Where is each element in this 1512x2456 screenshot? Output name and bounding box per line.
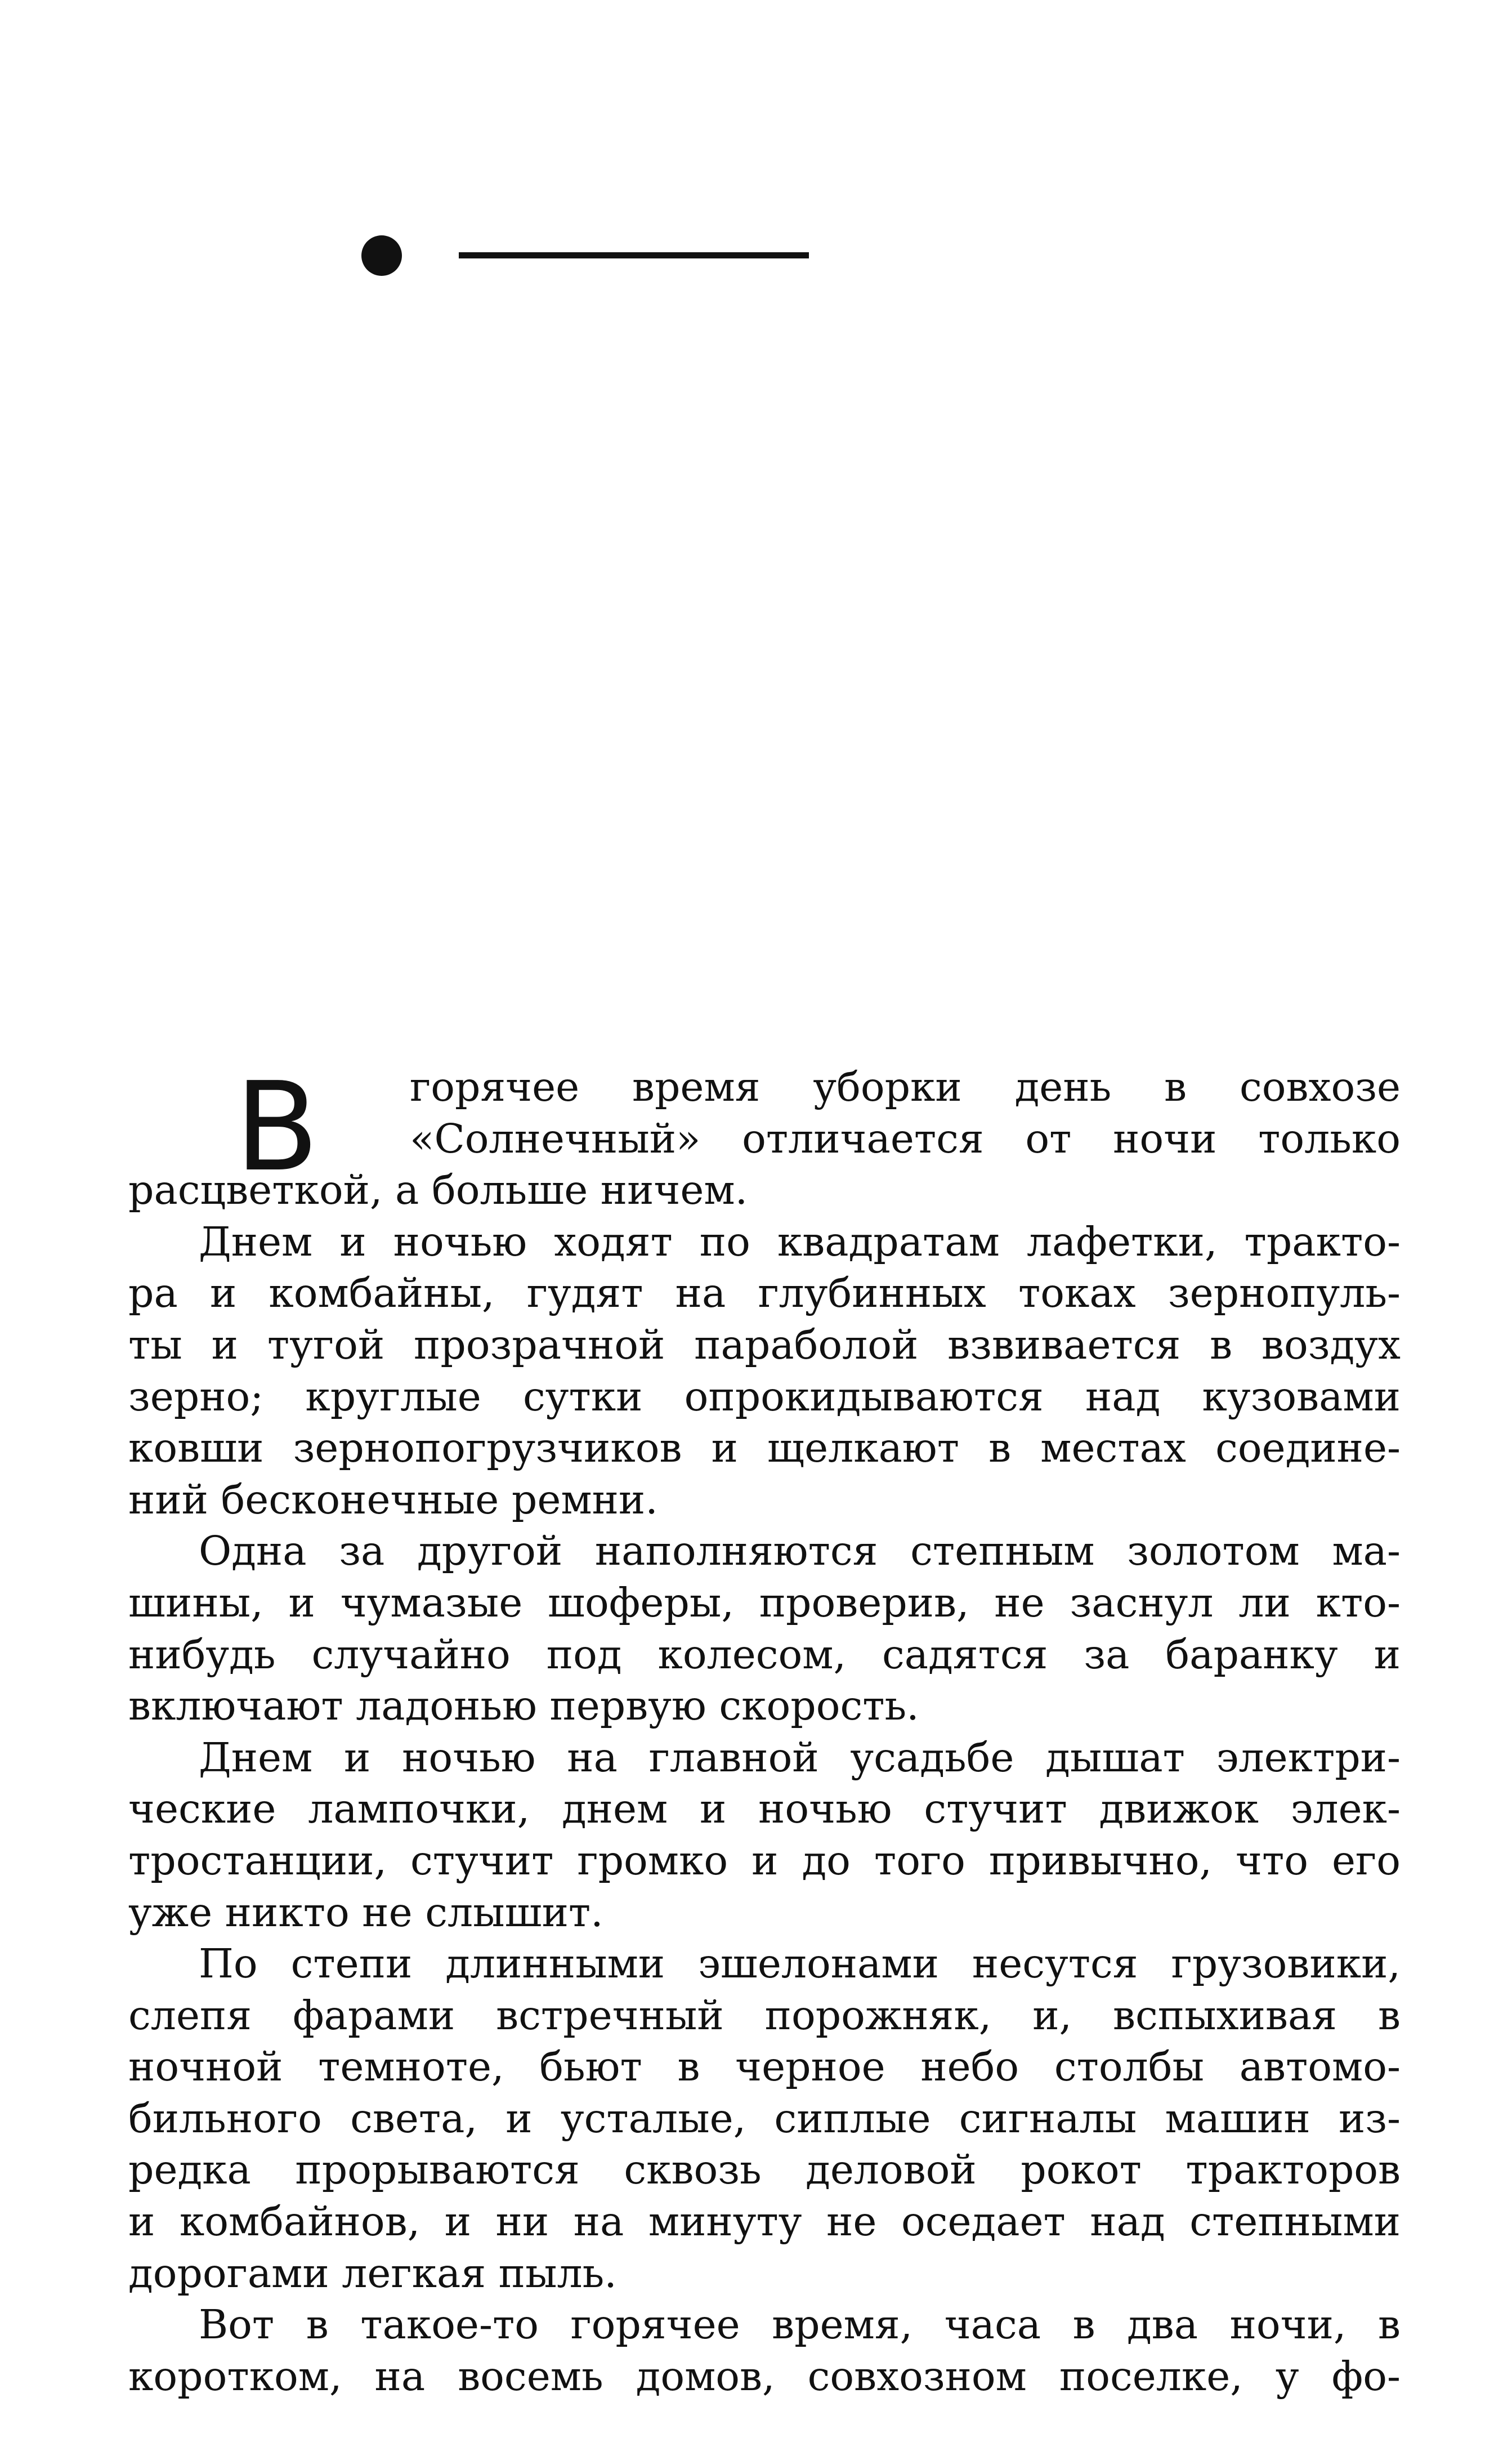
ornament-rule: [459, 252, 809, 258]
text-line: слепя фарами встречный порожняк, и, вспыхивая в: [128, 1991, 1401, 2039]
text-line: ты и тугой прозрачной параболой взвивается в воздух: [128, 1321, 1401, 1368]
text-line: тростанции, стучит громко и до того привычно, что его: [128, 1837, 1401, 1884]
text-line: нибудь случайно под колесом, садятся за баранку и: [128, 1631, 1401, 1678]
text-line: уже никто не слышит.: [128, 1888, 603, 1936]
text-line: ра и комбайны, гудят на глубинных токах зернопуль-: [128, 1270, 1401, 1317]
text-line: ковши зернопогрузчиков и щелкают в местах соедине-: [128, 1425, 1401, 1472]
text-line: дорогами легкая пыль.: [128, 2249, 617, 2297]
text-line: Вот в такое-то горячее время, часа в два ночи, в: [199, 2301, 1401, 2348]
drop-cap: В: [235, 1056, 319, 1199]
text-line: ческие лампочки, днем и ночью стучит движок элек-: [128, 1785, 1401, 1833]
text-line: Днем и ночью ходят по квадратам лафетки, тракто-: [199, 1218, 1401, 1265]
text-line: бильного света, и усталые, сиплые сигналы машин из-: [128, 2095, 1401, 2142]
text-line: По степи длинными эшелонами несутся грузовики,: [199, 1940, 1401, 1988]
text-line: коротком, на восемь домов, совхозном поселке, у фо-: [128, 2352, 1401, 2400]
text-line: горячее время уборки день в совхозе: [410, 1064, 1401, 1110]
text-line: включают ладонью первую скорость.: [128, 1682, 919, 1730]
text-line: редка прорываются сквозь деловой рокот тракторов: [128, 2146, 1401, 2194]
text-line: зерно; круглые сутки опрокидываются над кузовами: [128, 1373, 1401, 1420]
text-line: и комбайнов, и ни на минуту не оседает над степными: [128, 2198, 1401, 2245]
ornament-dot: [361, 235, 402, 276]
text-line: Одна за другой наполняются степным золотом ма-: [199, 1528, 1401, 1575]
text-line: ночной темноте, бьют в черное небо столбы автомо-: [128, 2043, 1401, 2091]
text-line: шины, и чумазые шоферы, проверив, не заснул ли кто-: [128, 1579, 1401, 1626]
text-line: Днем и ночью на главной усадьбе дышат электри-: [199, 1734, 1401, 1781]
text-line: ний бесконечные ремни.: [128, 1476, 658, 1523]
text-line: расцветкой, а больше ничем.: [128, 1167, 748, 1214]
text-line: «Солнечный» отличается от ночи только: [410, 1115, 1401, 1162]
body-text: [128, 1056, 1401, 2402]
